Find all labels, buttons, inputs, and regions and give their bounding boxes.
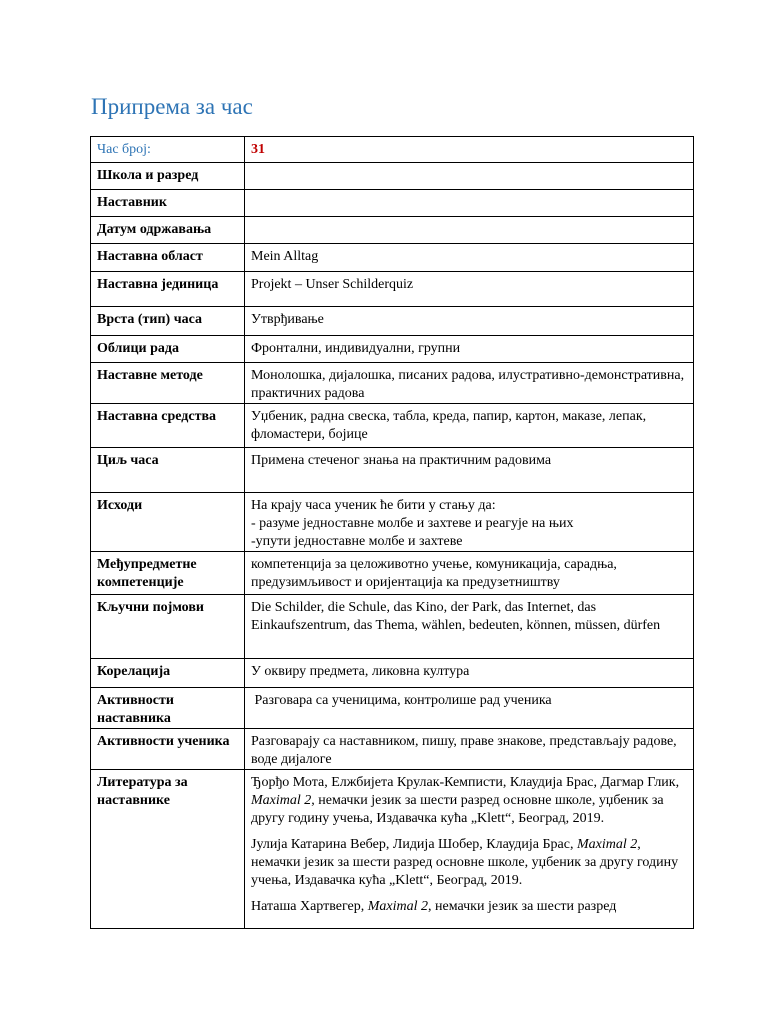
row-value [245,448,694,493]
lesson-goal-value: Примена стеченог знања на практичним радовима [251,453,552,468]
table-row [91,307,694,336]
row-value [245,688,694,729]
teacher-activities-value: Разговара са ученицима, контролише рад ученика [251,693,552,708]
outcomes-line: - разуме једноставне молбе и захтеве и реагује на њих [251,516,574,531]
row-value [245,163,694,190]
row-value [245,272,694,307]
table-row [91,137,694,163]
literature-book-title: Maximal 2 [251,793,312,808]
teacher-literature-value [251,770,687,916]
table-row [91,363,694,404]
row-value [245,404,694,448]
row-value [245,729,694,770]
row-label [91,493,245,552]
row-label [91,688,245,729]
literature-text: Наташа Хартвегер, [251,899,368,914]
row-value [245,217,694,244]
row-label [91,244,245,272]
student-activities-value: Разговарају са наставником, пишу, праве знакове, представљају радове, воде дијалоге [251,734,677,767]
table-row [91,163,694,190]
table-row [91,729,694,770]
row-value [245,659,694,688]
lesson-type-label: Врста (тип) часа [97,312,202,327]
row-label [91,307,245,336]
teaching-area-value: Mein Alltag [251,249,319,264]
table-row [91,404,694,448]
row-value [245,137,694,163]
row-label [91,163,245,190]
teaching-methods-value: Монолошка, дијалошка, писаних радова, илустративно-демонстративна, практичних радова [251,368,685,401]
table-row [91,244,694,272]
row-label [91,217,245,244]
key-terms-label: Кључни појмови [97,600,204,615]
row-label [91,272,245,307]
table-row [91,552,694,595]
row-label [91,137,245,163]
literature-entry [251,836,687,890]
cross-curricular-competencies-value: компетенција за целоживотно учење, комуникација, сарадња, предузимљивост и оријентација ка предузетништву [251,557,617,590]
row-label [91,595,245,659]
lesson-number-value: 31 [251,142,265,157]
work-forms-label: Облици рада [97,341,179,356]
row-value [245,493,694,552]
literature-text: , немачки језик за шести разред основне школе, уџбеник за другу годину учења, Издавачка кућа „Klett“, Београд, 2019. [251,837,679,888]
table-row [91,688,694,729]
literature-text: , немачки језик за шести разред [428,899,617,914]
table-row [91,659,694,688]
literature-entry [251,898,687,916]
student-activities-label: Активности ученика [97,734,230,749]
row-label [91,448,245,493]
date-label: Датум одржавања [97,222,212,237]
teaching-unit-value: Projekt – Unser Schilderquiz [251,277,414,292]
teaching-aids-value: Уџбеник, радна свеска, табла, креда, папир, картон, маказе, лепак, фломастери, бојице [251,409,647,442]
literature-book-title: Maximal 2 [576,837,638,852]
lesson-type-value: Утврђивање [251,312,324,327]
outcomes-line: На крају часа ученик ће бити у стању да: [251,498,496,513]
correlation-label: Корелација [97,664,171,679]
row-value [245,552,694,595]
row-value [245,336,694,363]
outcomes-label: Исходи [97,498,143,513]
row-label [91,190,245,217]
row-label [91,552,245,595]
row-value [245,363,694,404]
row-value [245,770,694,929]
row-value [245,190,694,217]
literature-book-title: Maximal 2 [367,899,428,914]
teacher-activities-label: Активности наставника [97,693,174,726]
row-value [245,307,694,336]
teacher-label: Наставник [97,195,167,210]
teaching-aids-label: Наставна средства [97,409,217,424]
row-label [91,770,245,929]
page-title: Припрема за час [91,94,253,119]
correlation-value: У оквиру предмета, ликовна култура [251,664,470,679]
table-row [91,595,694,659]
key-terms-value: Die Schilder, die Schule, das Kino, der Park, das Internet, das Einkaufszentrum, das Thema, wählen, bedeuten, können, müssen, dürfen [251,600,661,633]
table-row [91,336,694,363]
outcomes-line: -упути једноставне молбе и захтеве [251,534,463,549]
teaching-unit-label: Наставна јединица [97,277,219,292]
table-row [91,272,694,307]
literature-entry [251,774,687,828]
row-label [91,659,245,688]
table-row [91,190,694,217]
lesson-goal-label: Циљ часа [97,453,159,468]
teacher-literature-label: Литература за наставнике [97,775,188,808]
cross-curricular-competencies-label: Међупредметне компетенције [97,557,197,590]
row-label [91,363,245,404]
literature-text: Јулија Катарина Вебер, Лидија Шобер, Клаудија Брас, [251,837,577,852]
table-row [91,217,694,244]
lesson-number-label: Час број: [97,142,151,157]
school-and-grade-label: Школа и разред [97,168,199,183]
row-label [91,404,245,448]
row-value [245,244,694,272]
teaching-area-label: Наставна област [97,249,203,264]
lesson-plan-table [90,136,694,929]
table-row [91,493,694,552]
teaching-methods-label: Наставне методе [97,368,203,383]
row-label [91,336,245,363]
literature-text: , немачки језик за шести разред основне школе, уџбеник за другу годину учења, Издавачка кућа „Klett“, Београд, 2019. [251,793,664,826]
row-value [245,595,694,659]
work-forms-value: Фронтални, индивидуални, групни [251,341,461,356]
row-label [91,729,245,770]
table-row [91,770,694,929]
literature-text: Ђорђо Мота, Елжбијета Крулак-Кемписти, Клаудија Брас, Дагмар Глик, [251,775,680,790]
table-row [91,448,694,493]
